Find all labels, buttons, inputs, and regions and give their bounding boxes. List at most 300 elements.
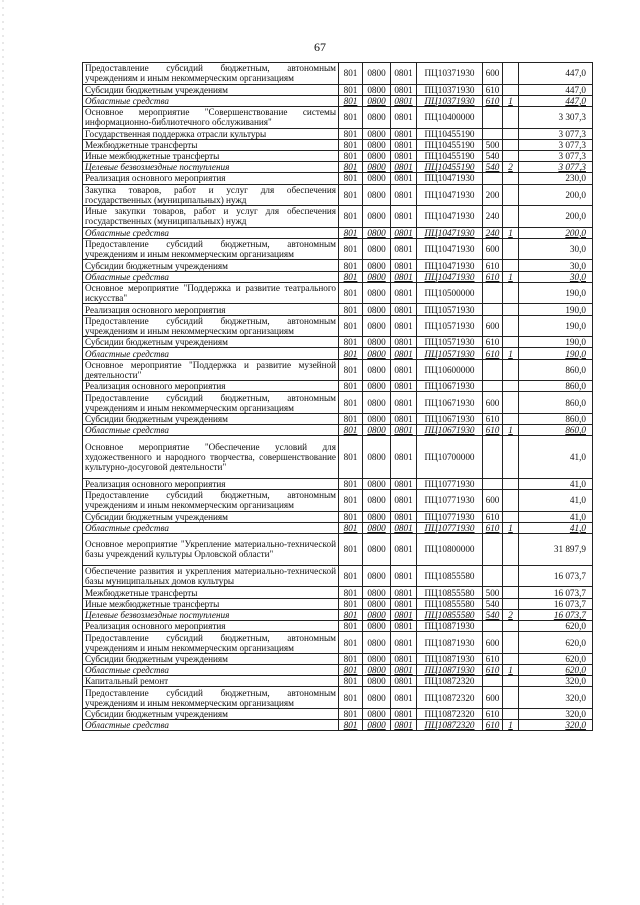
row-source-code xyxy=(503,282,519,304)
row-target-article: ПЦ10871930 xyxy=(417,665,483,676)
row-grbs: 801 xyxy=(339,511,363,522)
row-subsection: 0801 xyxy=(391,84,417,95)
table-row xyxy=(83,720,593,731)
row-grbs: 801 xyxy=(339,425,363,436)
row-amount: 860,0 xyxy=(519,425,593,436)
row-source-code xyxy=(503,304,519,315)
row-source-code: 1 xyxy=(503,425,519,436)
row-expense-type xyxy=(483,359,503,381)
row-target-article: ПЦ10872320 xyxy=(417,687,483,709)
row-target-article: ПЦ10771930 xyxy=(417,522,483,533)
row-grbs: 801 xyxy=(339,676,363,687)
row-section: 0800 xyxy=(363,282,391,304)
row-grbs: 801 xyxy=(339,609,363,620)
row-name: Основное мероприятие "Поддержка и развитие музейной деятельности" xyxy=(83,359,339,381)
row-name: Основное мероприятие "Обеспечение условий для художественного и народного творчества, совершенствование культурно-досуговой деятельности" xyxy=(83,436,339,478)
row-target-article: ПЦ10855580 xyxy=(417,565,483,587)
row-expense-type: 540 xyxy=(483,150,503,161)
row-section: 0800 xyxy=(363,128,391,139)
row-name: Реализация основного мероприятия xyxy=(83,381,339,392)
row-amount: 3 077,3 xyxy=(519,162,593,173)
row-grbs: 801 xyxy=(339,162,363,173)
row-subsection: 0801 xyxy=(391,687,417,709)
table-row xyxy=(83,598,593,609)
row-name: Областные средства xyxy=(83,271,339,282)
row-subsection: 0801 xyxy=(391,381,417,392)
row-source-code: 1 xyxy=(503,348,519,359)
row-section: 0800 xyxy=(363,587,391,598)
row-amount: 16 073,7 xyxy=(519,565,593,587)
row-grbs: 801 xyxy=(339,84,363,95)
row-name: Обеспечение развития и укрепления материально-технической базы муниципальных домов культуры xyxy=(83,565,339,587)
row-expense-type: 500 xyxy=(483,139,503,150)
row-expense-type xyxy=(483,128,503,139)
row-target-article: ПЦ10700000 xyxy=(417,436,483,478)
row-subsection: 0801 xyxy=(391,260,417,271)
row-section: 0800 xyxy=(363,63,391,85)
row-target-article: ПЦ10671930 xyxy=(417,413,483,424)
row-amount: 320,0 xyxy=(519,687,593,709)
row-source-code xyxy=(503,128,519,139)
row-expense-type: 200 xyxy=(483,184,503,206)
table-row xyxy=(83,587,593,598)
row-grbs: 801 xyxy=(339,173,363,184)
row-name: Субсидии бюджетным учреждениям xyxy=(83,84,339,95)
row-subsection: 0801 xyxy=(391,271,417,282)
row-section: 0800 xyxy=(363,621,391,632)
row-name: Предоставление субсидий бюджетным, автономным учреждениям и иным некоммерческим организациям xyxy=(83,687,339,709)
row-name: Иные закупки товаров, работ и услуг для обеспечения государственных (муниципальных) нужд xyxy=(83,206,339,228)
row-expense-type xyxy=(483,533,503,565)
row-section: 0800 xyxy=(363,425,391,436)
row-expense-type xyxy=(483,478,503,489)
row-amount: 860,0 xyxy=(519,392,593,414)
row-source-code xyxy=(503,260,519,271)
row-subsection: 0801 xyxy=(391,489,417,511)
row-subsection: 0801 xyxy=(391,533,417,565)
row-section: 0800 xyxy=(363,392,391,414)
table-row xyxy=(83,413,593,424)
row-name: Целевые безвозмездные поступления xyxy=(83,162,339,173)
row-amount: 190,0 xyxy=(519,282,593,304)
row-expense-type: 610 xyxy=(483,84,503,95)
row-grbs: 801 xyxy=(339,533,363,565)
row-amount: 41,0 xyxy=(519,522,593,533)
row-grbs: 801 xyxy=(339,587,363,598)
row-expense-type xyxy=(483,436,503,478)
row-source-code xyxy=(503,84,519,95)
table-row xyxy=(83,676,593,687)
row-expense-type xyxy=(483,565,503,587)
row-section: 0800 xyxy=(363,436,391,478)
row-name: Предоставление субсидий бюджетным, автономным учреждениям и иным некоммерческим организациям xyxy=(83,489,339,511)
row-name: Субсидии бюджетным учреждениям xyxy=(83,511,339,522)
row-grbs: 801 xyxy=(339,621,363,632)
row-amount: 447,0 xyxy=(519,63,593,85)
row-grbs: 801 xyxy=(339,206,363,228)
row-source-code xyxy=(503,106,519,128)
row-subsection: 0801 xyxy=(391,128,417,139)
row-source-code xyxy=(503,392,519,414)
row-grbs: 801 xyxy=(339,315,363,337)
row-subsection: 0801 xyxy=(391,392,417,414)
row-grbs: 801 xyxy=(339,63,363,85)
row-grbs: 801 xyxy=(339,598,363,609)
row-target-article: ПЦ10571930 xyxy=(417,304,483,315)
row-section: 0800 xyxy=(363,565,391,587)
row-target-article: ПЦ10471930 xyxy=(417,260,483,271)
table-row xyxy=(83,381,593,392)
row-name: Реализация основного мероприятия xyxy=(83,304,339,315)
row-section: 0800 xyxy=(363,632,391,654)
row-subsection: 0801 xyxy=(391,106,417,128)
table-row xyxy=(83,139,593,150)
row-target-article: ПЦ10872320 xyxy=(417,720,483,731)
row-name: Областные средства xyxy=(83,348,339,359)
table-row xyxy=(83,511,593,522)
row-target-article: ПЦ10855580 xyxy=(417,598,483,609)
row-source-code xyxy=(503,687,519,709)
table-row xyxy=(83,687,593,709)
table-row xyxy=(83,392,593,414)
row-name: Субсидии бюджетным учреждениям xyxy=(83,337,339,348)
row-grbs: 801 xyxy=(339,150,363,161)
table-row xyxy=(83,260,593,271)
row-source-code xyxy=(503,598,519,609)
row-target-article: ПЦ10671930 xyxy=(417,425,483,436)
scan-margin-mark xyxy=(2,0,4,905)
row-grbs: 801 xyxy=(339,653,363,664)
row-name: Закупка товаров, работ и услуг для обеспечения государственных (муниципальных) нужд xyxy=(83,184,339,206)
table-row xyxy=(83,282,593,304)
row-name: Основное мероприятие "Укрепление материально-технической базы учреждений культуры Орловской области" xyxy=(83,533,339,565)
row-source-code xyxy=(503,489,519,511)
table-row xyxy=(83,609,593,620)
row-amount: 190,0 xyxy=(519,337,593,348)
row-amount: 16 073,7 xyxy=(519,598,593,609)
row-grbs: 801 xyxy=(339,665,363,676)
row-expense-type xyxy=(483,381,503,392)
row-expense-type: 540 xyxy=(483,162,503,173)
row-grbs: 801 xyxy=(339,128,363,139)
row-name: Субсидии бюджетным учреждениям xyxy=(83,653,339,664)
row-section: 0800 xyxy=(363,150,391,161)
row-section: 0800 xyxy=(363,359,391,381)
row-expense-type: 610 xyxy=(483,425,503,436)
row-name: Основное мероприятие "Поддержка и развитие театрального искусства" xyxy=(83,282,339,304)
table-row xyxy=(83,227,593,238)
row-subsection: 0801 xyxy=(391,522,417,533)
row-name: Реализация основного мероприятия xyxy=(83,478,339,489)
row-target-article: ПЦ10855580 xyxy=(417,609,483,620)
table-row xyxy=(83,348,593,359)
row-subsection: 0801 xyxy=(391,162,417,173)
row-name: Предоставление субсидий бюджетным, автономным учреждениям и иным некоммерческим организациям xyxy=(83,632,339,654)
row-amount: 860,0 xyxy=(519,381,593,392)
row-source-code xyxy=(503,565,519,587)
table-row xyxy=(83,565,593,587)
row-name: Целевые безвозмездные поступления xyxy=(83,609,339,620)
row-grbs: 801 xyxy=(339,708,363,719)
row-source-code: 1 xyxy=(503,227,519,238)
row-name: Предоставление субсидий бюджетным, автономным учреждениям и иным некоммерческим организациям xyxy=(83,238,339,260)
table-row xyxy=(83,478,593,489)
row-subsection: 0801 xyxy=(391,565,417,587)
row-amount: 30,0 xyxy=(519,238,593,260)
row-source-code xyxy=(503,708,519,719)
row-subsection: 0801 xyxy=(391,511,417,522)
table-row xyxy=(83,106,593,128)
row-amount: 860,0 xyxy=(519,359,593,381)
row-source-code: 1 xyxy=(503,720,519,731)
row-grbs: 801 xyxy=(339,282,363,304)
row-source-code xyxy=(503,587,519,598)
row-expense-type: 610 xyxy=(483,511,503,522)
table-row xyxy=(83,95,593,106)
table-row xyxy=(83,162,593,173)
row-subsection: 0801 xyxy=(391,708,417,719)
row-expense-type: 610 xyxy=(483,720,503,731)
row-grbs: 801 xyxy=(339,184,363,206)
row-expense-type xyxy=(483,304,503,315)
table-row xyxy=(83,271,593,282)
table-row xyxy=(83,621,593,632)
row-target-article: ПЦ10571930 xyxy=(417,337,483,348)
row-target-article: ПЦ10771930 xyxy=(417,511,483,522)
row-amount: 41,0 xyxy=(519,511,593,522)
row-expense-type: 540 xyxy=(483,598,503,609)
row-source-code: 1 xyxy=(503,271,519,282)
row-source-code xyxy=(503,381,519,392)
row-section: 0800 xyxy=(363,413,391,424)
row-subsection: 0801 xyxy=(391,720,417,731)
row-target-article: ПЦ10455190 xyxy=(417,150,483,161)
row-amount: 41,0 xyxy=(519,478,593,489)
row-grbs: 801 xyxy=(339,687,363,709)
row-target-article: ПЦ10855580 xyxy=(417,587,483,598)
row-expense-type: 600 xyxy=(483,632,503,654)
row-grbs: 801 xyxy=(339,139,363,150)
row-source-code xyxy=(503,478,519,489)
row-expense-type: 610 xyxy=(483,522,503,533)
row-expense-type xyxy=(483,621,503,632)
budget-table xyxy=(82,62,593,731)
row-name: Субсидии бюджетным учреждениям xyxy=(83,260,339,271)
row-amount: 30,0 xyxy=(519,260,593,271)
row-section: 0800 xyxy=(363,271,391,282)
row-amount: 16 073,7 xyxy=(519,609,593,620)
row-section: 0800 xyxy=(363,665,391,676)
row-subsection: 0801 xyxy=(391,315,417,337)
row-source-code xyxy=(503,63,519,85)
row-source-code xyxy=(503,436,519,478)
row-target-article: ПЦ10371930 xyxy=(417,63,483,85)
row-expense-type: 610 xyxy=(483,260,503,271)
row-target-article: ПЦ10600000 xyxy=(417,359,483,381)
row-section: 0800 xyxy=(363,522,391,533)
row-target-article: ПЦ10872320 xyxy=(417,676,483,687)
row-subsection: 0801 xyxy=(391,413,417,424)
table-body xyxy=(83,63,593,731)
row-source-code xyxy=(503,315,519,337)
row-subsection: 0801 xyxy=(391,587,417,598)
row-section: 0800 xyxy=(363,173,391,184)
row-target-article: ПЦ10471930 xyxy=(417,227,483,238)
row-target-article: ПЦ10671930 xyxy=(417,381,483,392)
row-target-article: ПЦ10871930 xyxy=(417,653,483,664)
row-section: 0800 xyxy=(363,260,391,271)
row-grbs: 801 xyxy=(339,720,363,731)
row-name: Межбюджетные трансферты xyxy=(83,587,339,598)
row-target-article: ПЦ10471930 xyxy=(417,238,483,260)
row-name: Государственная поддержка отрасли культуры xyxy=(83,128,339,139)
table-row xyxy=(83,522,593,533)
row-name: Областные средства xyxy=(83,665,339,676)
table-row xyxy=(83,128,593,139)
row-amount: 320,0 xyxy=(519,708,593,719)
row-expense-type: 610 xyxy=(483,271,503,282)
row-expense-type: 600 xyxy=(483,489,503,511)
row-section: 0800 xyxy=(363,687,391,709)
row-target-article: ПЦ10571930 xyxy=(417,348,483,359)
row-section: 0800 xyxy=(363,511,391,522)
row-grbs: 801 xyxy=(339,436,363,478)
row-target-article: ПЦ10471930 xyxy=(417,173,483,184)
row-expense-type: 600 xyxy=(483,315,503,337)
row-subsection: 0801 xyxy=(391,653,417,664)
table-row xyxy=(83,632,593,654)
row-target-article: ПЦ10400000 xyxy=(417,106,483,128)
row-amount: 620,0 xyxy=(519,665,593,676)
row-source-code xyxy=(503,150,519,161)
row-amount: 30,0 xyxy=(519,271,593,282)
row-source-code xyxy=(503,359,519,381)
table-row xyxy=(83,84,593,95)
row-source-code: 1 xyxy=(503,95,519,106)
row-grbs: 801 xyxy=(339,238,363,260)
row-name: Областные средства xyxy=(83,522,339,533)
row-name: Реализация основного мероприятия xyxy=(83,173,339,184)
row-name: Областные средства xyxy=(83,227,339,238)
row-target-article: ПЦ10471930 xyxy=(417,184,483,206)
row-subsection: 0801 xyxy=(391,425,417,436)
row-subsection: 0801 xyxy=(391,227,417,238)
row-subsection: 0801 xyxy=(391,436,417,478)
row-amount: 16 073,7 xyxy=(519,587,593,598)
table-row xyxy=(83,337,593,348)
row-section: 0800 xyxy=(363,653,391,664)
row-subsection: 0801 xyxy=(391,337,417,348)
row-target-article: ПЦ10871930 xyxy=(417,621,483,632)
row-amount: 200,0 xyxy=(519,227,593,238)
row-section: 0800 xyxy=(363,381,391,392)
row-section: 0800 xyxy=(363,162,391,173)
row-expense-type: 610 xyxy=(483,413,503,424)
row-name: Предоставление субсидий бюджетным, автономным учреждениям и иным некоммерческим организациям xyxy=(83,392,339,414)
row-source-code xyxy=(503,206,519,228)
row-subsection: 0801 xyxy=(391,184,417,206)
row-target-article: ПЦ10872320 xyxy=(417,708,483,719)
table-row xyxy=(83,315,593,337)
row-target-article: ПЦ10571930 xyxy=(417,315,483,337)
row-target-article: ПЦ10871930 xyxy=(417,632,483,654)
row-name: Областные средства xyxy=(83,95,339,106)
row-name: Субсидии бюджетным учреждениям xyxy=(83,413,339,424)
row-amount: 447,0 xyxy=(519,84,593,95)
row-subsection: 0801 xyxy=(391,359,417,381)
row-target-article: ПЦ10455190 xyxy=(417,162,483,173)
row-expense-type: 240 xyxy=(483,227,503,238)
row-subsection: 0801 xyxy=(391,609,417,620)
table-row xyxy=(83,533,593,565)
table-row xyxy=(83,425,593,436)
row-expense-type xyxy=(483,282,503,304)
row-amount: 860,0 xyxy=(519,413,593,424)
row-section: 0800 xyxy=(363,227,391,238)
row-source-code xyxy=(503,511,519,522)
row-grbs: 801 xyxy=(339,413,363,424)
row-section: 0800 xyxy=(363,609,391,620)
row-source-code xyxy=(503,676,519,687)
table-row xyxy=(83,150,593,161)
row-section: 0800 xyxy=(363,206,391,228)
row-section: 0800 xyxy=(363,95,391,106)
row-expense-type: 610 xyxy=(483,708,503,719)
row-section: 0800 xyxy=(363,304,391,315)
row-source-code xyxy=(503,533,519,565)
row-grbs: 801 xyxy=(339,271,363,282)
row-grbs: 801 xyxy=(339,95,363,106)
row-subsection: 0801 xyxy=(391,478,417,489)
row-section: 0800 xyxy=(363,720,391,731)
row-amount: 320,0 xyxy=(519,720,593,731)
row-grbs: 801 xyxy=(339,348,363,359)
page-number: 67 xyxy=(314,40,326,54)
row-target-article: ПЦ10500000 xyxy=(417,282,483,304)
row-target-article: ПЦ10671930 xyxy=(417,392,483,414)
row-name: Капитальный ремонт xyxy=(83,676,339,687)
row-grbs: 801 xyxy=(339,106,363,128)
table-row xyxy=(83,173,593,184)
row-target-article: ПЦ10771930 xyxy=(417,489,483,511)
row-expense-type: 610 xyxy=(483,348,503,359)
row-subsection: 0801 xyxy=(391,676,417,687)
row-source-code: 2 xyxy=(503,162,519,173)
row-section: 0800 xyxy=(363,315,391,337)
row-section: 0800 xyxy=(363,489,391,511)
row-amount: 200,0 xyxy=(519,184,593,206)
row-grbs: 801 xyxy=(339,359,363,381)
row-amount: 3 077,3 xyxy=(519,139,593,150)
row-section: 0800 xyxy=(363,598,391,609)
row-grbs: 801 xyxy=(339,337,363,348)
table-row xyxy=(83,63,593,85)
row-source-code xyxy=(503,621,519,632)
row-target-article: ПЦ10800000 xyxy=(417,533,483,565)
table-row xyxy=(83,184,593,206)
row-amount: 3 307,3 xyxy=(519,106,593,128)
row-section: 0800 xyxy=(363,348,391,359)
row-expense-type: 500 xyxy=(483,587,503,598)
table-row xyxy=(83,653,593,664)
row-amount: 190,0 xyxy=(519,315,593,337)
row-target-article: ПЦ10371930 xyxy=(417,95,483,106)
row-name: Предоставление субсидий бюджетным, автономным учреждениям и иным некоммерческим организациям xyxy=(83,315,339,337)
row-grbs: 801 xyxy=(339,565,363,587)
row-amount: 620,0 xyxy=(519,653,593,664)
row-section: 0800 xyxy=(363,106,391,128)
row-grbs: 801 xyxy=(339,227,363,238)
